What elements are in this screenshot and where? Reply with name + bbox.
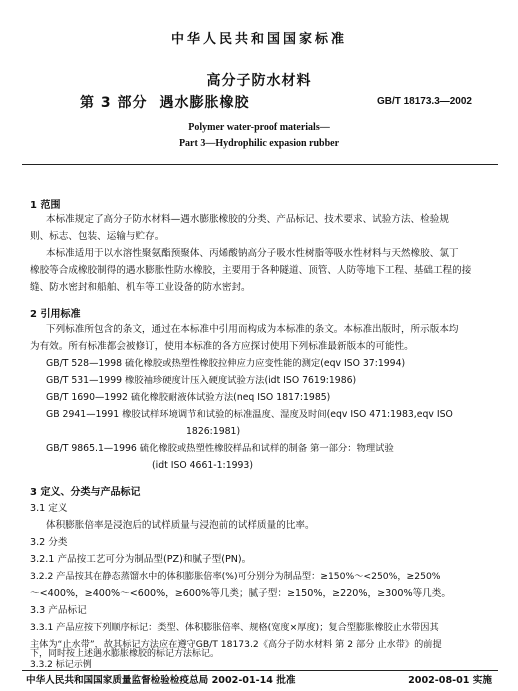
section-2-heading: 2 引用标准 — [30, 309, 81, 320]
s331-line3: 下，同时按上述遇水膨胀橡胶的标记方法标记。 — [30, 649, 220, 659]
standard-number: GB/T 18173.3—2002 — [376, 96, 472, 107]
s322-line2: ～<400%，≥400%～<600%，≥600%等几类；腻子型：≥150%，≥220%，≥300%等几类。 — [30, 588, 451, 599]
s32-heading: 3.2 分类 — [30, 537, 68, 548]
s2-para-line2: 为有效。所有标准都会被修订，使用本标准的各方应探讨使用下列标准最新版本的可能性。 — [30, 341, 414, 352]
s332-heading: 3.3.2 标记示例 — [30, 660, 92, 670]
s33-heading: 3.3 产品标记 — [30, 605, 87, 616]
reference-item: GB/T 9865.1—1996 硫化橡胶或热塑性橡胶样品和试样的制备 第一部分：物理试验 — [46, 443, 394, 454]
title-line2 — [80, 92, 250, 112]
title-line1: 高分子防水材料 — [206, 73, 312, 89]
s321-text: 3.2.1 产品按工艺可分为制品型(PZ)和腻子型(PN)。 — [30, 554, 252, 565]
s2-para-line1: 下列标准所包含的条文，通过在本标准中引用而构成为本标准的条文。本标准出版时，所示版本均 — [46, 324, 459, 335]
title-subtitle: 遇水膨胀橡胶 — [159, 95, 250, 111]
s1-para2-line3: 缝、防水密封和船舶、机车等工业设备的防水密封。 — [30, 282, 251, 293]
s1-para2-line1: 本标准适用于以水溶性聚氨酯预聚体、丙烯酸钠高分子吸水性树脂等吸水性材料与天然橡胶、氯丁 — [46, 248, 459, 259]
english-title-line2: Part 3—Hydrophilic expasion rubber — [178, 138, 340, 149]
s1-para1-line1: 本标准规定了高分子防水材料—遇水膨胀橡胶的分类、产品标记、技术要求、试验方法、检验规 — [46, 214, 449, 225]
footer-effective-date: 2002-08-01 实施 — [408, 675, 492, 686]
s322-line1: 3.2.2 产品按其在静态蒸馏水中的体积膨胀倍率(%)可分别分为制品型：≥150%～<250%，≥250% — [30, 571, 441, 582]
s331-line1: 3.3.1 产品应按下列顺序标记：类型、体积膨胀倍率、规格(宽度×厚度)；复合型膨胀橡胶止水带因其 — [30, 622, 439, 633]
reference-item-continuation: 1826:1981) — [186, 426, 241, 437]
s331-line2: 主体为“止水带”，故其标记方法应在遵守GB/T 18173.2《高分子防水材料 第 2 部分 止水带》的前提 — [30, 639, 442, 650]
section-3-heading: 3 定义、分类与产品标记 — [30, 487, 141, 498]
reference-item: GB/T 531—1999 橡胶袖珍硬度计压入硬度试验方法(idt ISO 7619:1986) — [46, 375, 357, 386]
header-rule — [22, 164, 498, 165]
s1-para2-line2: 橡胶等合成橡胶制得的遇水膨胀性防水橡胶，主要用于各种隧道、顶管、人防等地下工程、基础工程的接 — [30, 265, 472, 276]
reference-item-continuation: (idt ISO 4661-1:1993) — [152, 460, 253, 471]
section-1-heading: 1 范围 — [30, 200, 61, 211]
standard-header: 中华人民共和国国家标准 — [170, 32, 347, 47]
english-title-line1: Polymer water-proof materials— — [188, 122, 330, 133]
title-part: 第 3 部分 — [80, 95, 148, 111]
footer-issuer: 中华人民共和国国家质量监督检验检疫总局 2002-01-14 批准 — [26, 675, 296, 686]
s31-heading: 3.1 定义 — [30, 503, 68, 514]
s31-text: 体积膨胀倍率是浸泡后的试样质量与浸泡前的试样质量的比率。 — [46, 520, 315, 531]
s1-para1-line2: 则、标志、包装、运输与贮存。 — [30, 231, 165, 242]
footer-rule-line — [22, 670, 498, 671]
reference-item: GB 2941—1991 橡胶试样环境调节和试验的标准温度、湿度及时间(eqv ISO 471:1983,eqv ISO — [46, 409, 453, 420]
reference-item: GB/T 1690—1992 硫化橡胶耐液体试验方法(neq ISO 1817:1985) — [46, 392, 331, 403]
reference-item: GB/T 528—1998 硫化橡胶或热塑性橡胶拉伸应力应变性能的测定(eqv ISO 37:1994) — [46, 358, 406, 369]
